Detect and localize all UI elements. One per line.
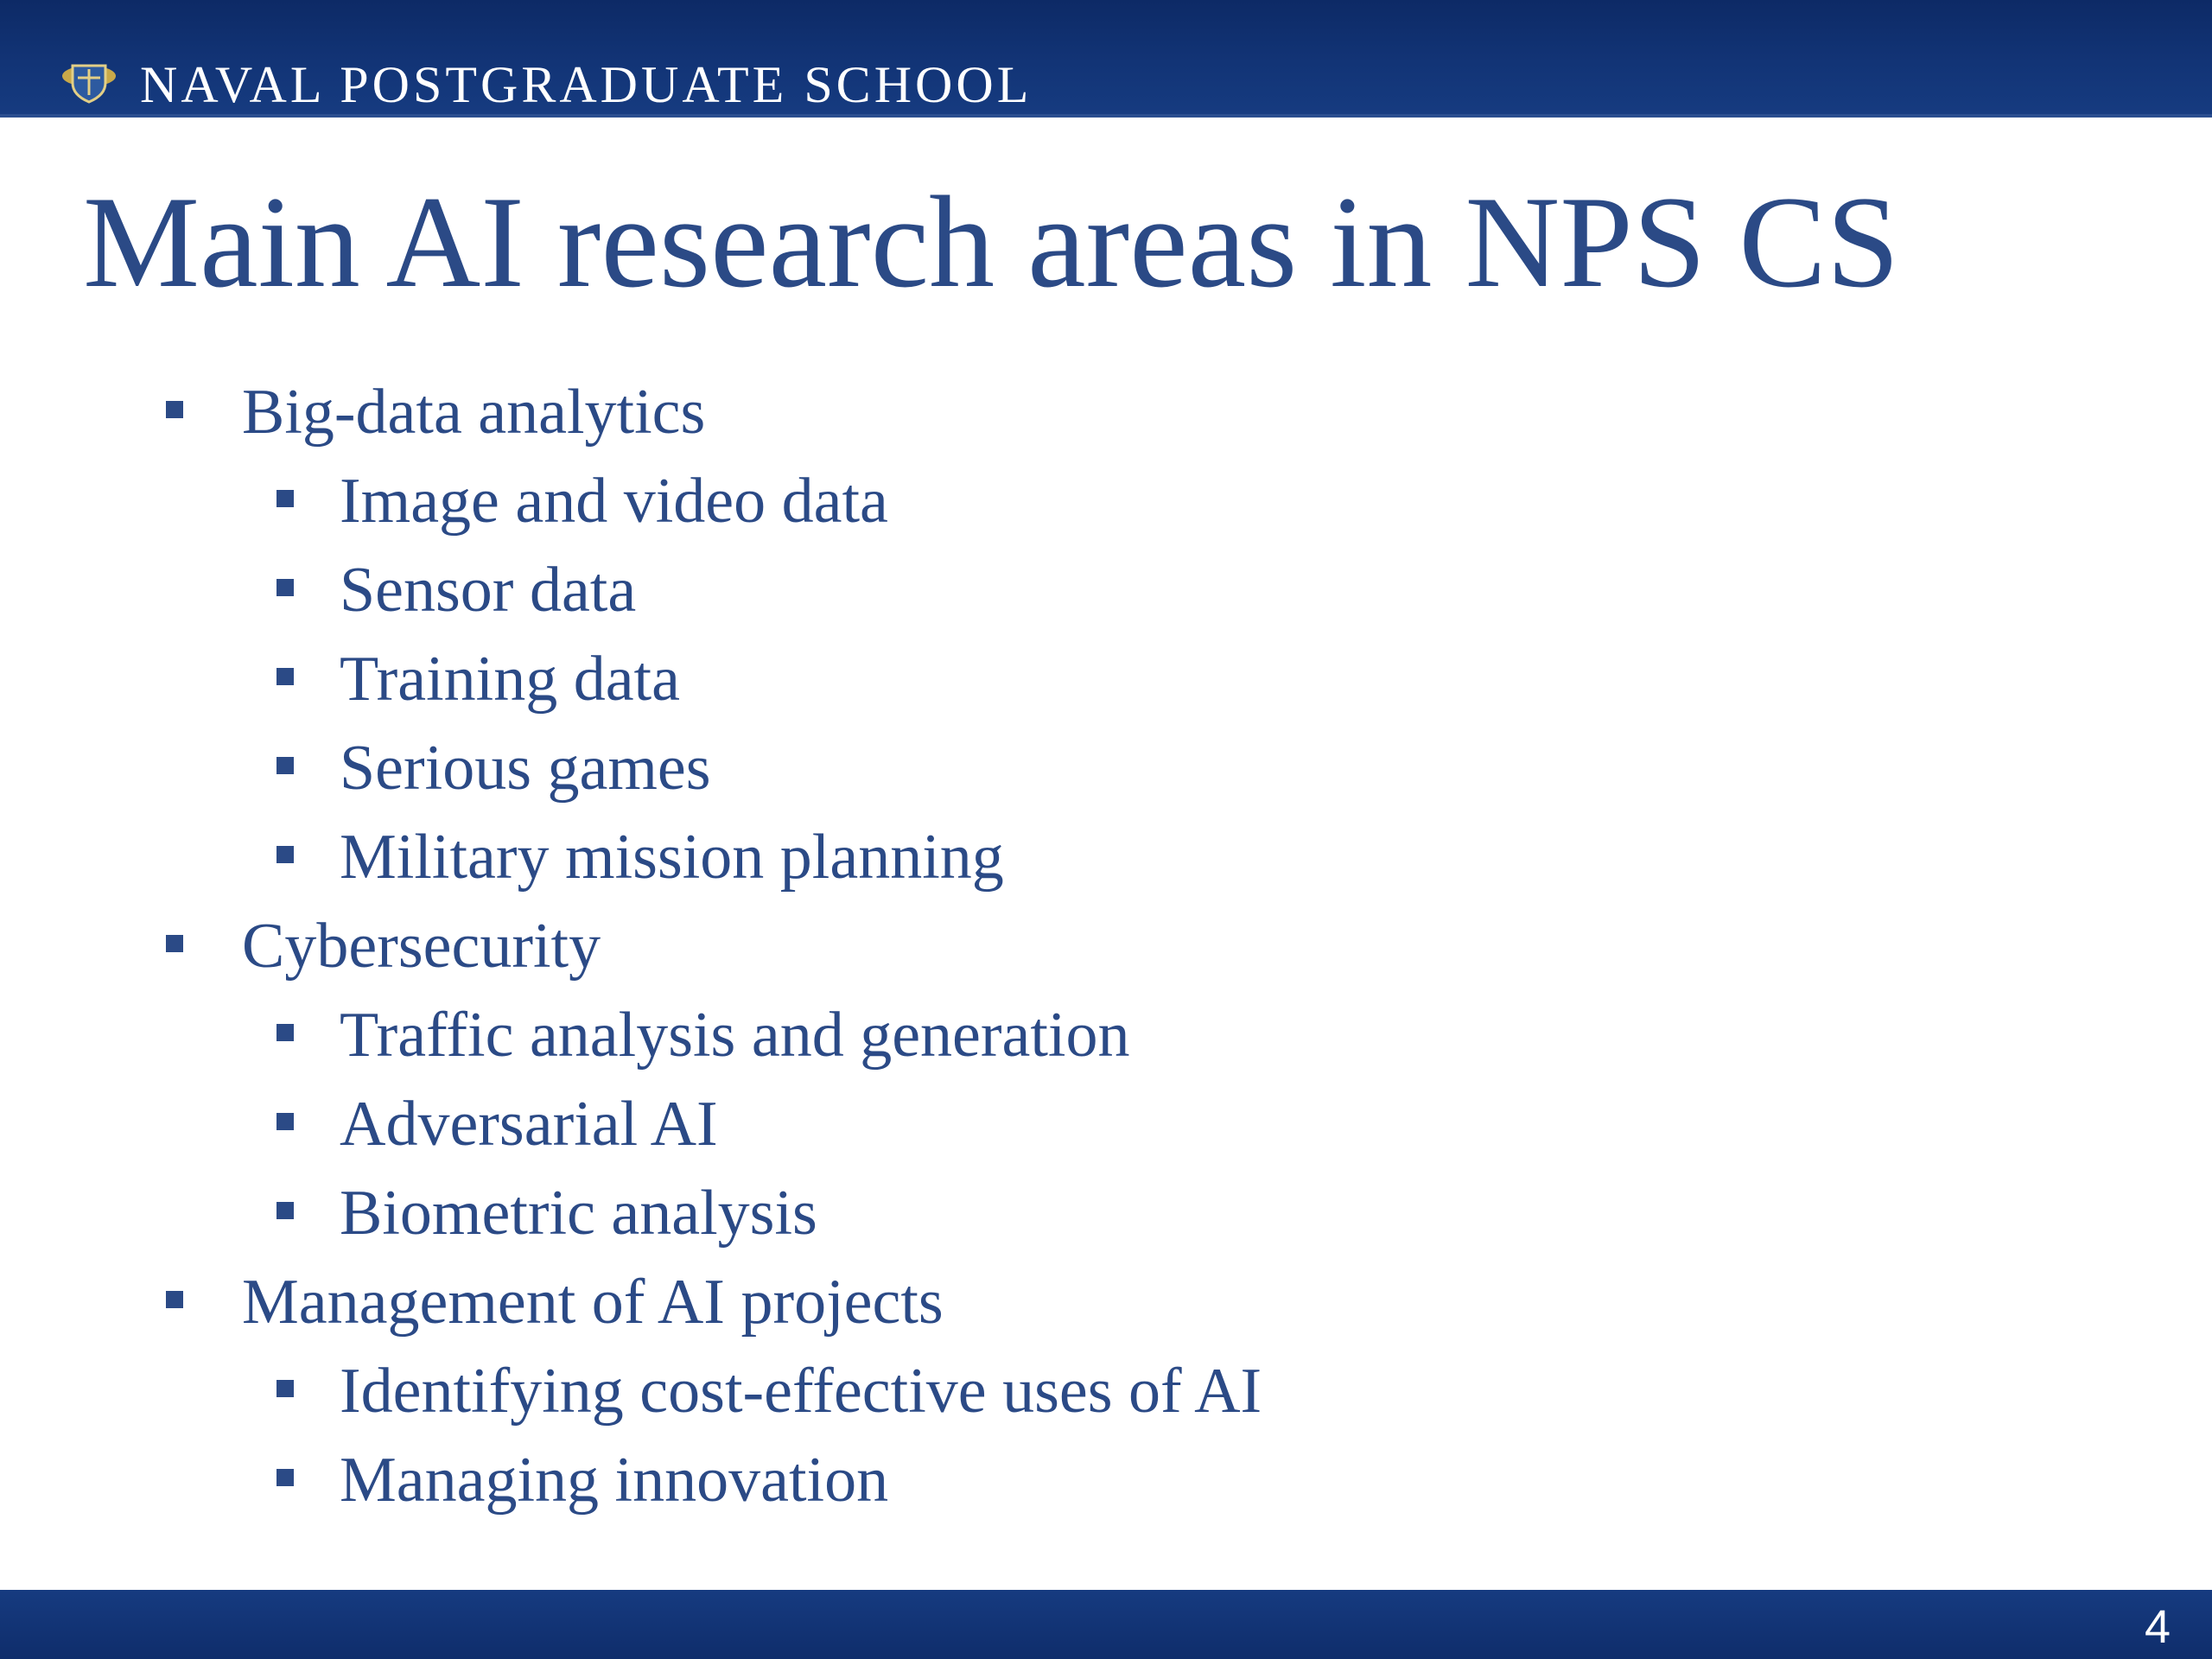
square-bullet-icon	[276, 1469, 294, 1486]
square-bullet-icon	[276, 1202, 294, 1219]
sub-bullet-item	[0, 724, 2212, 813]
bullet-text: Biometric analysis	[340, 1178, 817, 1249]
sub-bullet-item	[0, 457, 2212, 546]
bullet-text: Military mission planning	[340, 822, 1004, 893]
bullet-text: Cybersecurity	[242, 911, 601, 982]
sub-bullet-item	[0, 1347, 2212, 1436]
bullet-text: Adversarial AI	[340, 1089, 718, 1160]
footer-bar	[0, 1590, 2212, 1659]
square-bullet-icon	[276, 1380, 294, 1397]
sub-bullet-item	[0, 546, 2212, 635]
bullet-text: Image and video data	[340, 466, 888, 537]
bullet-item	[0, 368, 2212, 457]
bullet-list	[0, 368, 2212, 1525]
bullet-text: Identifying cost-effective uses of AI	[340, 1356, 1262, 1427]
bullet-text: Training data	[340, 644, 680, 715]
slide-title: Main AI research areas in NPS CS	[83, 169, 1900, 315]
bullet-text: Big-data analytics	[242, 377, 706, 448]
sub-bullet-item	[0, 1436, 2212, 1525]
square-bullet-icon	[276, 490, 294, 507]
nps-crest-icon	[60, 57, 118, 104]
sub-bullet-item	[0, 635, 2212, 724]
bullet-item	[0, 1258, 2212, 1347]
square-bullet-icon	[276, 757, 294, 774]
page-number: 4	[2144, 1601, 2171, 1653]
bullet-text: Serious games	[340, 733, 711, 804]
square-bullet-icon	[166, 1291, 183, 1308]
sub-bullet-item	[0, 1169, 2212, 1258]
square-bullet-icon	[276, 846, 294, 863]
sub-bullet-item	[0, 1080, 2212, 1169]
square-bullet-icon	[166, 935, 183, 952]
bullet-text: Traffic analysis and generation	[340, 1000, 1130, 1071]
square-bullet-icon	[276, 668, 294, 685]
bullet-item	[0, 902, 2212, 991]
sub-bullet-item	[0, 991, 2212, 1080]
header-bar	[0, 0, 2212, 118]
square-bullet-icon	[166, 401, 183, 418]
school-name: NAVAL POSTGRADUATE SCHOOL	[140, 56, 1033, 113]
square-bullet-icon	[276, 1024, 294, 1041]
square-bullet-icon	[276, 579, 294, 596]
bullet-text: Managing innovation	[340, 1445, 889, 1516]
sub-bullet-item	[0, 813, 2212, 902]
bullet-text: Sensor data	[340, 555, 637, 626]
square-bullet-icon	[276, 1113, 294, 1130]
bullet-text: Management of AI projects	[242, 1267, 944, 1338]
